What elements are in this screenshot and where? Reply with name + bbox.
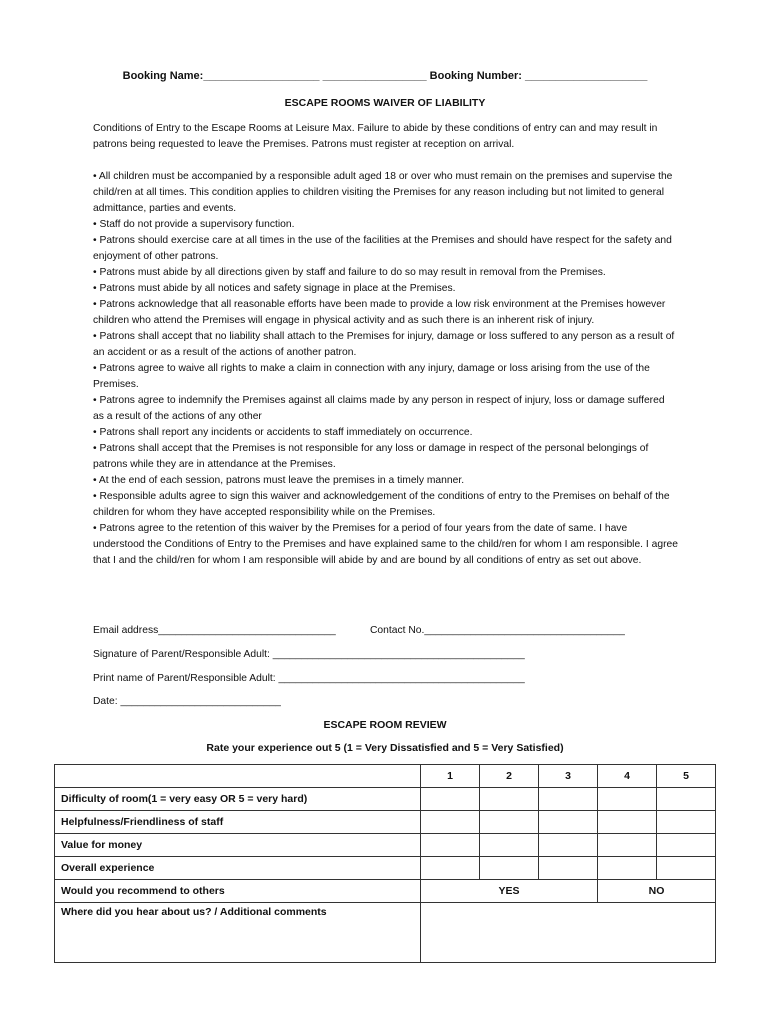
score-header: 1	[421, 765, 480, 788]
rule-item: • Patrons shall accept that the Premises is not responsible for any loss or damage in respect of the personal belongings of patrons while they are in attendance at the Premises.	[93, 443, 649, 470]
rating-cell[interactable]	[598, 811, 657, 834]
row-label: Would you recommend to others	[55, 880, 421, 903]
rating-cell[interactable]	[480, 788, 539, 811]
no-option[interactable]: NO	[598, 880, 716, 903]
rule-item: • Patrons shall accept that no liability shall attach to the Premises for injury, damage or loss suffered to any person as a result of an accident or as a result of the actions of another patron.	[93, 331, 675, 358]
rule-item: • Patrons shall report any incidents or accidents to staff immediately on occurrence.	[93, 427, 473, 438]
rule-item: • Staff do not provide a supervisory function.	[93, 219, 295, 230]
rating-cell[interactable]	[480, 857, 539, 880]
comments-row	[55, 903, 716, 963]
rule-item: • Patrons should exercise care at all times in the use of the facilities at the Premises and should have respect for the safety and enjoyment of other patrons.	[93, 235, 672, 262]
rating-cell[interactable]	[598, 834, 657, 857]
table-row	[55, 788, 716, 811]
score-header: 4	[598, 765, 657, 788]
rating-instructions: Rate your experience out 5 (1 = Very Dissatisfied and 5 = Very Satisfied)	[206, 742, 564, 754]
rating-cell[interactable]	[539, 811, 598, 834]
rule-item: • Patrons must abide by all notices and safety signage in place at the Premises.	[93, 283, 456, 294]
review-table	[54, 764, 716, 963]
intro-paragraph: Conditions of Entry to the Escape Rooms at Leisure Max. Failure to abide by these conditions of entry can and may result in patrons being requested to leave the Premises. Patrons must register at reception on arrival.	[93, 123, 658, 150]
rating-cell[interactable]	[421, 788, 480, 811]
rule-item: • Patrons agree to waive all rights to make a claim in connection with any injury, damage or loss arising from the use of the Premises.	[93, 363, 650, 390]
row-label: Value for money	[55, 834, 421, 857]
contact-number-field[interactable]: Contact No.___________________________________	[370, 625, 625, 636]
score-header: 2	[480, 765, 539, 788]
rating-cell[interactable]	[480, 811, 539, 834]
rating-cell[interactable]	[657, 788, 716, 811]
rating-cell[interactable]	[539, 857, 598, 880]
rating-cell[interactable]	[598, 788, 657, 811]
rating-cell[interactable]	[421, 834, 480, 857]
recommend-row	[55, 880, 716, 903]
table-header-row	[55, 765, 716, 788]
rule-item: • All children must be accompanied by a responsible adult aged 18 or over who must remain on the premises and supervise the child/ren at all times. This condition applies to children visiting the Premises for any reason including but not limited to general admittance, parties and events.	[93, 171, 673, 214]
row-label: Overall experience	[55, 857, 421, 880]
signature-field[interactable]: Signature of Parent/Responsible Adult: ____________________________________________	[93, 649, 525, 660]
booking-line[interactable]: Booking Name:___________________ _________________ Booking Number: ____________________	[122, 70, 648, 82]
rule-item: • Patrons agree to indemnify the Premises against all claims made by any person in respect of injury, loss or damage suffered as a result of the actions of any other	[93, 395, 665, 422]
date-field[interactable]: Date: ____________________________	[93, 696, 281, 707]
rating-cell[interactable]	[598, 857, 657, 880]
row-label: Helpfulness/Friendliness of staff	[55, 811, 421, 834]
rules-list	[93, 169, 678, 569]
score-header: 5	[657, 765, 716, 788]
row-label: Where did you hear about us? / Additional comments	[55, 903, 421, 963]
review-title: ESCAPE ROOM REVIEW	[323, 719, 447, 731]
table-row	[55, 857, 716, 880]
rating-cell[interactable]	[657, 857, 716, 880]
rating-cell[interactable]	[480, 834, 539, 857]
rating-cell[interactable]	[539, 788, 598, 811]
rule-item: • Patrons must abide by all directions given by staff and failure to do so may result in removal from the Premises.	[93, 267, 606, 278]
comments-field[interactable]	[421, 903, 716, 963]
page-title: ESCAPE ROOMS WAIVER OF LIABILITY	[284, 97, 486, 109]
table-row	[55, 834, 716, 857]
rating-cell[interactable]	[657, 834, 716, 857]
empty-header-cell	[55, 765, 421, 788]
rule-item: • At the end of each session, patrons must leave the premises in a timely manner.	[93, 475, 465, 486]
table-row	[55, 811, 716, 834]
score-header: 3	[539, 765, 598, 788]
rating-cell[interactable]	[421, 857, 480, 880]
rating-cell[interactable]	[539, 834, 598, 857]
email-field[interactable]: Email address_______________________________	[93, 625, 336, 636]
row-label: Difficulty of room(1 = very easy OR 5 = very hard)	[55, 788, 421, 811]
rating-cell[interactable]	[421, 811, 480, 834]
rule-item: • Patrons agree to the retention of this waiver by the Premises for a period of four years from the date of same. I have understood the Conditions of Entry to the Premises and have explained same to the child/ren for whom I am responsible. I agree that I and the child/ren for whom I am responsible will abide by and are bound by all conditions of entry as set out above.	[93, 523, 678, 566]
yes-option[interactable]: YES	[421, 880, 598, 903]
print-name-field[interactable]: Print name of Parent/Responsible Adult: ___________________________________________	[93, 673, 525, 684]
rule-item: • Patrons acknowledge that all reasonable efforts have been made to provide a low risk environment at the Premises however children who attend the Premises will engage in physical activity and as such there is an inherent risk of injury.	[93, 299, 666, 326]
rating-cell[interactable]	[657, 811, 716, 834]
rule-item: • Responsible adults agree to sign this waiver and acknowledgement of the conditions of entry to the Premises on behalf of the children for whom they have accepted responsibility while on the Premises.	[93, 491, 670, 518]
